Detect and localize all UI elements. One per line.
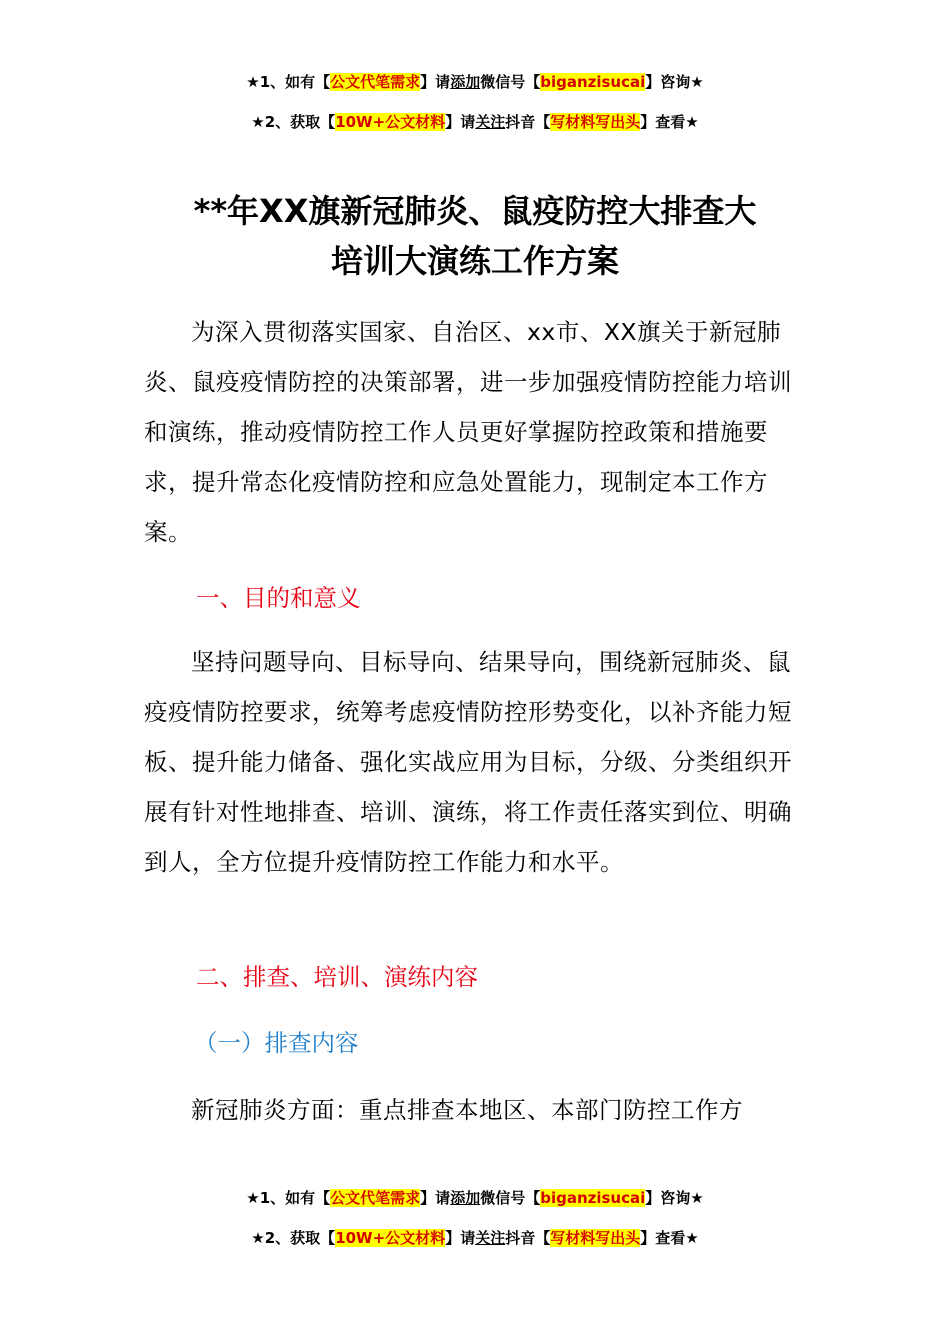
banner-underlined-text: 添加: [450, 73, 481, 91]
subsection-1-heading: （一）排查内容: [194, 1029, 359, 1057]
banner-text: 】咨询★: [645, 73, 704, 91]
banner-underlined-text: 关注: [475, 113, 506, 131]
bottom-banner-line-2: [0, 1228, 950, 1248]
banner-text: ★2、获取【: [251, 113, 336, 131]
title-line-1: **年XX旗新冠肺炎、鼠疫防控大排查大: [193, 192, 757, 230]
banner-text: 】咨询★: [645, 1189, 704, 1207]
banner-text: 】请: [420, 73, 451, 91]
section-1-paragraph: 坚持问题导向、目标导向、结果导向，围绕新冠肺炎、鼠疫疫情防控要求，统筹考虑疫情防控形势变化，以补齐能力短板、提升能力储备、强化实战应用为目标，分级、分类组织开展有针对性地排查、培训、演练，将工作责任落实到位、明确到人，全方位提升疫情防控工作能力和水平。: [144, 648, 792, 876]
banner-highlight: 10W+公文材料: [335, 113, 446, 131]
banner-text: 抖音【: [505, 113, 551, 131]
banner-highlight: biganzisucai: [540, 73, 646, 91]
banner-highlight: 公文代笔需求: [330, 73, 421, 91]
banner-highlight: 公文代笔需求: [330, 1189, 421, 1207]
banner-text: 微信号【: [480, 1189, 541, 1207]
banner-underlined-text: 关注: [475, 1229, 506, 1247]
banner-highlight: 写材料写出头: [550, 1229, 641, 1247]
banner-highlight: 写材料写出头: [550, 113, 641, 131]
title-line-2: 培训大演练工作方案: [330, 242, 619, 280]
document-title: [60, 186, 890, 286]
banner-text: ★2、获取【: [251, 1229, 336, 1247]
banner-highlight: 10W+公文材料: [335, 1229, 446, 1247]
bottom-banner-line-1: [0, 1188, 950, 1208]
banner-text: 】请: [445, 113, 476, 131]
banner-text: 】请: [445, 1229, 476, 1247]
top-banner-line-1: [0, 72, 950, 92]
banner-highlight: biganzisucai: [540, 1189, 646, 1207]
banner-text: 】请: [420, 1189, 451, 1207]
banner-underlined-text: 添加: [450, 1189, 481, 1207]
top-banner-line-2: [0, 112, 950, 132]
banner-text: 】查看★: [640, 113, 699, 131]
intro-paragraph: 为深入贯彻落实国家、自治区、xx市、XX旗关于新冠肺炎、鼠疫疫情防控的决策部署，进一步加强疫情防控能力培训和演练，推动疫情防控工作人员更好掌握防控政策和措施要求，提升常态化疫情防控和应急处置能力，现制定本工作方案。: [144, 318, 792, 546]
section-2-heading: 二、排查、培训、演练内容: [196, 963, 478, 991]
banner-text: ★1、如有【: [246, 73, 331, 91]
section-1-heading: 一、目的和意义: [196, 584, 361, 612]
subsection-1-paragraph: 新冠肺炎方面：重点排查本地区、本部门防控工作方: [191, 1096, 743, 1124]
banner-text: 】查看★: [640, 1229, 699, 1247]
banner-text: 抖音【: [505, 1229, 551, 1247]
banner-text: 微信号【: [480, 73, 541, 91]
banner-text: ★1、如有【: [246, 1189, 331, 1207]
